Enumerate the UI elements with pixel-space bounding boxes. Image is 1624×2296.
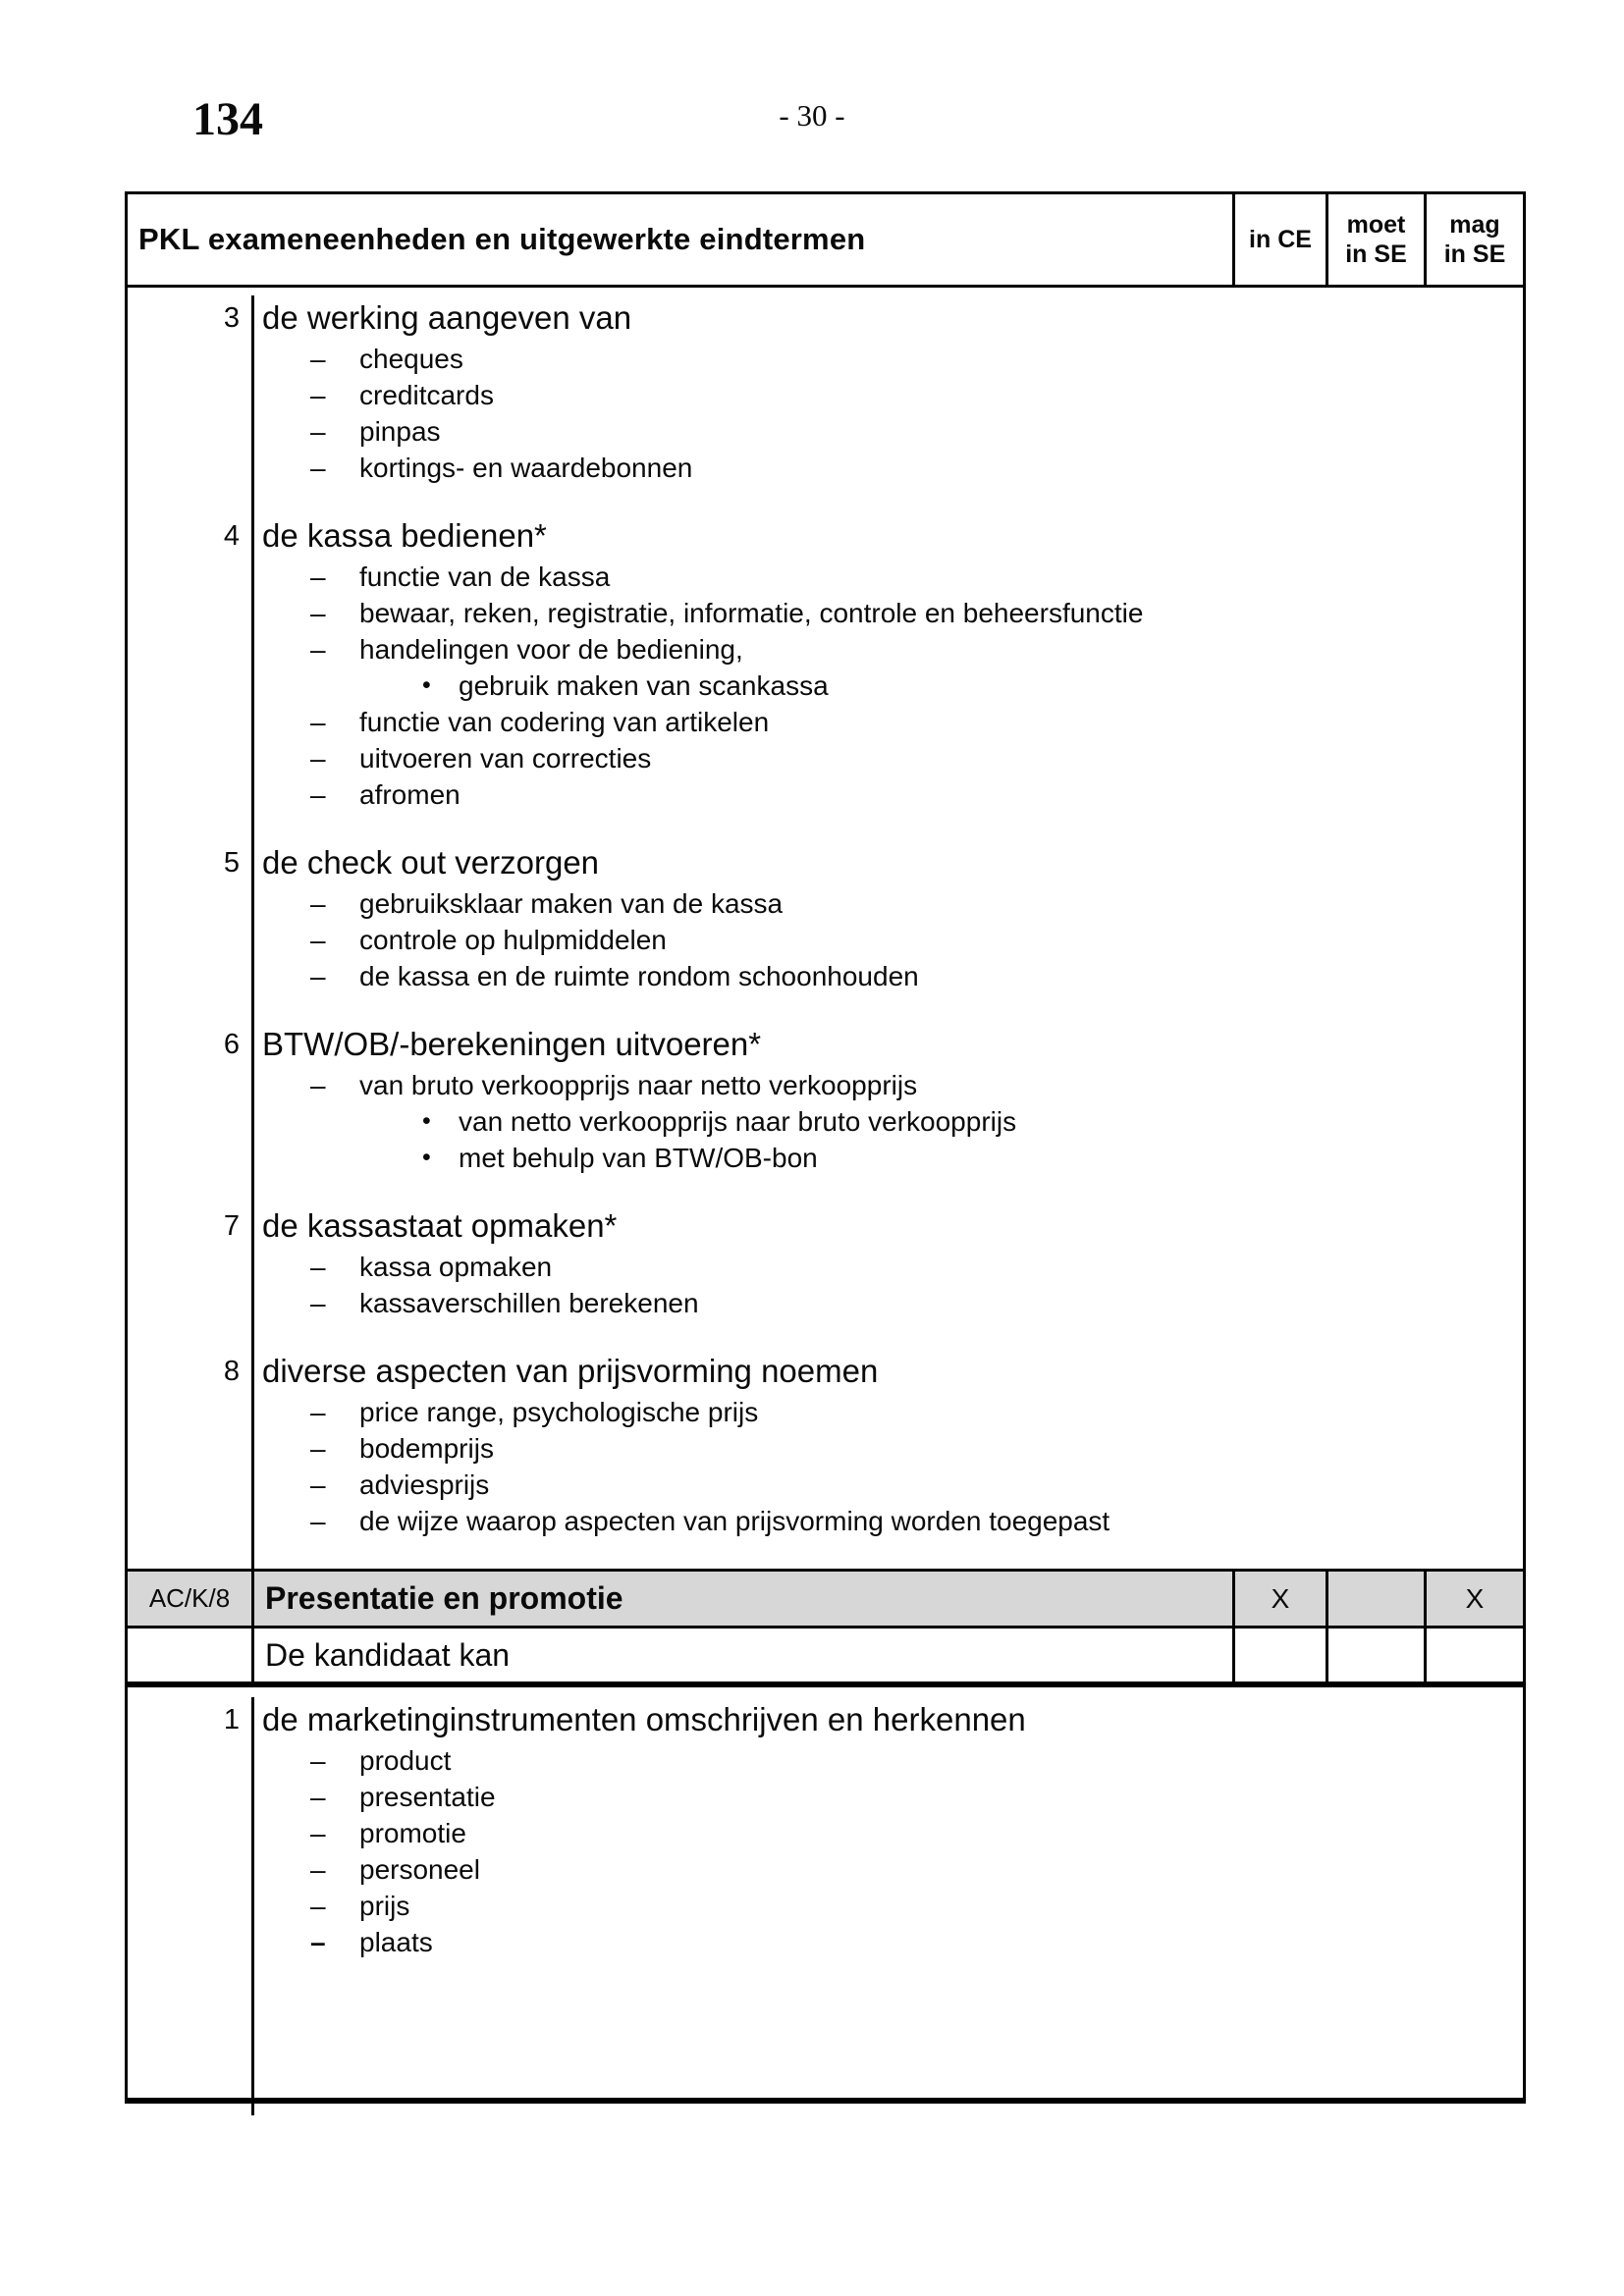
list-item	[257, 776, 1523, 813]
section-8	[223, 1349, 1523, 1539]
dash-bullet: –	[310, 707, 326, 737]
column-header-text: in CE	[1249, 226, 1312, 253]
column-header-moet-in-se	[1328, 194, 1427, 285]
dash-bullet: –	[310, 925, 326, 955]
list-item-text: kassa opmaken	[359, 1252, 553, 1282]
list-item-text: van netto verkoopprijs naar bruto verkoopprijs	[459, 1106, 1017, 1137]
column-header-text: mag	[1449, 211, 1500, 239]
list-item-text: gebruik maken van scankassa	[459, 670, 829, 701]
list-item	[257, 413, 1523, 450]
list-item-text: promotie	[359, 1818, 466, 1848]
list-item-text: cheques	[359, 344, 463, 374]
list-item	[257, 450, 1523, 486]
section-3	[223, 295, 1523, 486]
dash-bullet: –	[310, 380, 326, 410]
eindtermen-table	[125, 191, 1526, 2104]
list-item-text: adviesprijs	[359, 1469, 490, 1500]
list-item	[257, 631, 1523, 667]
list-item	[257, 559, 1523, 595]
list-item	[257, 1888, 1523, 1924]
exam-unit-row	[128, 1569, 1523, 1629]
page-number: - 30 -	[779, 98, 845, 133]
table-header-row	[128, 194, 1523, 288]
dash-bullet: –	[310, 416, 326, 447]
dash-bullet: –	[310, 1433, 326, 1464]
mark-moet-in-se	[1328, 1572, 1427, 1626]
list-item-text: de wijze waarop aspecten van prijsvorming worden toegepast	[359, 1506, 1110, 1536]
dash-bullet: –	[310, 743, 326, 774]
list-item	[257, 595, 1523, 631]
dash-bullet: –	[310, 779, 326, 810]
section-number: 5	[223, 847, 240, 879]
list-item	[257, 1103, 1523, 1140]
list-item	[257, 1779, 1523, 1815]
list-item	[257, 1851, 1523, 1888]
column-header-text: in SE	[1345, 240, 1407, 268]
table-body-lower	[128, 1697, 1523, 2115]
mark-mag-in-se: X	[1465, 1582, 1485, 1614]
dot-bullet: •	[422, 671, 431, 699]
list-item-text: price range, psychologische prijs	[359, 1397, 759, 1427]
section-title: BTW/OB/-berekeningen uitvoeren*	[262, 1026, 762, 1062]
list-item-text: prijs	[359, 1891, 410, 1921]
candidate-cell-mag-in-se-empty	[1427, 1629, 1523, 1682]
column-header-mag-in-se	[1427, 194, 1523, 285]
unit-title: Presentatie en promotie	[254, 1572, 1235, 1626]
folio-number: 134	[192, 93, 263, 145]
section-title: de werking aangeven van	[262, 299, 632, 336]
section-title: de kassastaat opmaken*	[262, 1207, 618, 1244]
dash-bullet: –	[310, 598, 326, 628]
section-title: diverse aspecten van prijsvorming noemen	[262, 1353, 879, 1389]
list-item	[257, 1394, 1523, 1430]
list-item	[257, 1249, 1523, 1285]
sections-container-lower	[223, 1697, 1523, 1960]
list-item	[257, 1815, 1523, 1851]
dash-bullet: –	[310, 1070, 326, 1100]
list-item	[257, 341, 1523, 377]
column-header-in-ce	[1235, 194, 1328, 285]
mark-in-ce: X	[1235, 1572, 1328, 1626]
sections-container-upper	[223, 295, 1523, 1539]
list-item-text: pinpas	[359, 416, 441, 447]
section-number: 4	[223, 520, 240, 552]
list-item	[257, 1924, 1523, 1960]
column-header-text: in SE	[1443, 240, 1506, 268]
unit-code: AC/K/8	[128, 1572, 254, 1626]
dot-bullet: •	[422, 1144, 431, 1171]
list-item-text: bodemprijs	[359, 1433, 494, 1464]
section-6	[223, 1022, 1523, 1176]
number-column-divider	[128, 1697, 254, 2115]
list-item	[257, 922, 1523, 958]
list-item	[257, 377, 1523, 413]
dash-bullet: –	[310, 1288, 326, 1318]
section-title: de check out verzorgen	[262, 844, 600, 881]
dash-bullet: –	[310, 1397, 326, 1427]
dash-bullet: –	[310, 1891, 326, 1921]
list-item-text: kortings- en waardebonnen	[359, 453, 693, 483]
section-5	[223, 840, 1523, 994]
list-item	[257, 740, 1523, 776]
dash-bullet: –	[310, 453, 326, 483]
dash-bullet: –	[310, 344, 326, 374]
section-number: 3	[223, 302, 240, 334]
section-title: de marketinginstrumenten omschrijven en herkennen	[262, 1701, 1026, 1737]
list-item-text: uitvoeren van correcties	[359, 743, 652, 774]
dash-bullet: –	[310, 961, 326, 991]
list-item-text: functie van codering van artikelen	[359, 707, 770, 737]
list-item	[257, 1140, 1523, 1176]
list-item-text: de kassa en de ruimte rondom schoonhouden	[359, 961, 919, 991]
list-item-text: met behulp van BTW/OB-bon	[459, 1143, 818, 1173]
section-number: 1	[223, 1704, 240, 1735]
list-item	[257, 1503, 1523, 1539]
section-number: 7	[223, 1210, 240, 1242]
dash-bullet: –	[310, 1818, 326, 1848]
list-item-text: product	[359, 1745, 452, 1776]
dot-bullet: •	[422, 1107, 431, 1135]
dash-bullet: –	[310, 561, 326, 592]
list-item-text: presentatie	[359, 1782, 496, 1812]
candidate-cell-moet-in-se-empty	[1328, 1629, 1427, 1682]
list-item	[257, 704, 1523, 740]
section-4	[223, 513, 1523, 813]
list-item-text: afromen	[359, 779, 460, 810]
candidate-text: De kandidaat kan	[254, 1629, 1235, 1682]
candidate-cell-in-ce-empty	[1235, 1629, 1328, 1682]
list-item	[257, 958, 1523, 994]
list-item-text: handelingen voor de bediening,	[359, 634, 743, 665]
list-item-text: personeel	[359, 1854, 480, 1885]
section-1	[223, 1697, 1523, 1960]
list-item-text: plaats	[359, 1927, 433, 1957]
dash-bullet: –	[310, 1782, 326, 1812]
list-item	[257, 1742, 1523, 1779]
list-item-text: creditcards	[359, 380, 494, 410]
section-title: de kassa bedienen*	[262, 517, 547, 554]
column-header-text: moet	[1346, 211, 1406, 239]
dash-bullet: –	[310, 1854, 326, 1885]
list-item	[257, 1430, 1523, 1467]
dash-bullet: –	[310, 888, 326, 919]
dash-bullet: –	[310, 1927, 326, 1957]
list-item	[257, 1285, 1523, 1321]
list-item-text: gebruiksklaar maken van de kassa	[359, 888, 784, 919]
list-item	[257, 1467, 1523, 1503]
section-number: 6	[223, 1029, 240, 1060]
list-item	[257, 667, 1523, 704]
dash-bullet: –	[310, 1252, 326, 1282]
candidate-row	[128, 1629, 1523, 1687]
list-item-text: functie van de kassa	[359, 561, 611, 592]
section-7	[223, 1203, 1523, 1321]
list-item	[257, 1067, 1523, 1103]
dash-bullet: –	[310, 1506, 326, 1536]
list-item-text: van bruto verkoopprijs naar netto verkoopprijs	[359, 1070, 918, 1100]
dash-bullet: –	[310, 1469, 326, 1500]
list-item-text: controle op hulpmiddelen	[359, 925, 667, 955]
list-item	[257, 885, 1523, 922]
list-item-text: bewaar, reken, registratie, informatie, controle en beheersfunctie	[359, 598, 1144, 628]
section-number: 8	[223, 1356, 240, 1387]
list-item-text: kassaverschillen berekenen	[359, 1288, 699, 1318]
table-title: PKL exameneenheden en uitgewerkte eindtermen	[128, 194, 1235, 285]
table-body-upper	[128, 295, 1523, 1569]
dash-bullet: –	[310, 634, 326, 665]
candidate-code-cell-empty	[128, 1629, 254, 1682]
dash-bullet: –	[310, 1745, 326, 1776]
